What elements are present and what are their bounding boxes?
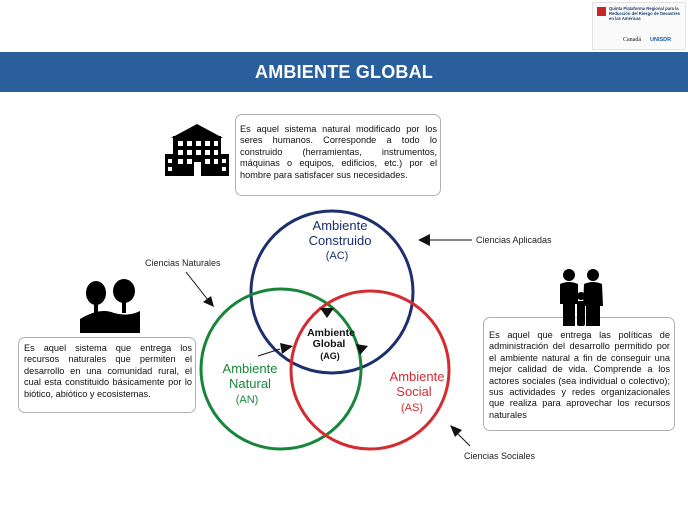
canada-logo: Canadá — [623, 37, 641, 43]
construido-label-line2: Construido — [308, 233, 372, 248]
label-ciencias-sociales: Ciencias Sociales — [464, 451, 536, 461]
social-abbr: (AS) — [401, 402, 423, 414]
construido-abbr: (AC) — [325, 250, 349, 262]
building-icon — [163, 118, 231, 178]
global-label-line1: Ambiente — [307, 327, 355, 339]
natural-abbr: (AN) — [235, 394, 259, 406]
description-natural: Es aquel sistema que entrega los recursos naturales que permiten el desarrollo en una comunidad rural, el cual esta constituido básicamente por lo biótico, abiótico y ecosistemas. — [18, 337, 196, 413]
description-social: Es aquel que entrega las políticas de administración del desarrollo permitido por el ambiente natural a fin de conseguir una mejor calidad de vida. Comprende a los actores sociales (sea individual o colectivo); sus actividades y redes organizacionales que realiza para aprovechar los recursos naturales — [483, 317, 675, 431]
social-label-line2: Social — [396, 384, 432, 399]
global-abbr: (AG) — [320, 351, 340, 361]
trees-icon — [80, 279, 140, 335]
pointer-ciencias-aplicadas — [418, 234, 472, 246]
global-label-line2: Global — [312, 338, 346, 350]
natural-label-line1: Ambiente — [222, 361, 278, 376]
construido-label-line1: Ambiente — [312, 218, 368, 233]
family-icon — [556, 268, 606, 328]
pointer-ciencias-sociales — [450, 425, 470, 446]
arrow-from-construido — [320, 308, 334, 318]
label-ciencias-aplicadas: Ciencias Aplicadas — [476, 235, 552, 245]
logo-title: Quinta Plataforma Regional para la Reducción del Riesgo de Desastres en las Américas — [609, 6, 680, 21]
description-construido: Es aquel sistema natural modificado por los seres humanos. Corresponde a todo lo construido (herramientas, instrumentos, máquinas o equipos, edificios, etc.) por el hombre para satisfacer sus necesidades. — [235, 114, 441, 196]
label-ciencias-naturales: Ciencias Naturales — [145, 258, 221, 268]
social-label-line1: Ambiente — [389, 369, 445, 384]
unisdr-logo: UNISDR — [650, 37, 672, 43]
page-title: AMBIENTE GLOBAL — [255, 61, 433, 82]
pointer-ciencias-naturales — [186, 272, 214, 307]
natural-label-line2: Natural — [229, 376, 271, 391]
